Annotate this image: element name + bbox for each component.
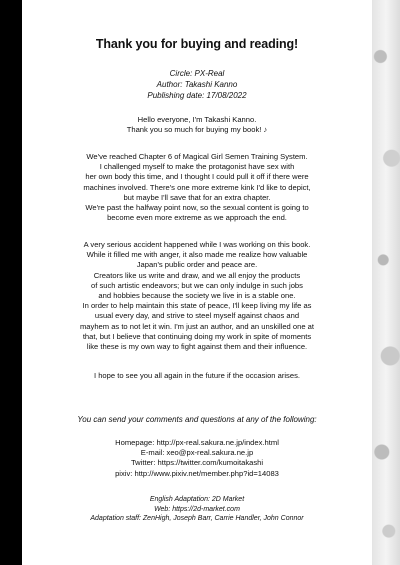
- text-line: become even more extreme as we approach the end.: [107, 213, 287, 223]
- pixiv-link[interactable]: pixiv: http://www.pixiv.net/member.php?id=14083: [115, 468, 279, 478]
- left-black-border: [0, 0, 22, 565]
- text-line: and hobbies because the society we live in is a stable one.: [98, 291, 296, 301]
- text-line: of such artistic endeavors; but we can only indulge in such jobs: [91, 280, 303, 290]
- text-line: her own body this time, and I thought I could pull it off if there were: [85, 172, 309, 182]
- page-title: Thank you for buying and reading!: [95, 37, 299, 51]
- text-line: usual every day, and strive to steel myself against chaos and: [94, 311, 300, 321]
- text-line: but maybe I'll save that for an extra chapter.: [123, 192, 271, 202]
- text-line: mayhem as to not let it win. I'm just an author, and an unskilled one at: [79, 321, 315, 331]
- contact-heading: You can send your comments and questions at any of the following:: [77, 415, 317, 424]
- greeting-line: Hello everyone, I'm Takashi Kanno.: [137, 115, 257, 124]
- text-line: I hope to see you all again in the future if the occasion arises.: [93, 371, 300, 380]
- text-line: that, but I believe that continuing doing my work in spite of moments: [82, 331, 312, 341]
- right-screentone-border: [372, 0, 400, 565]
- email-link[interactable]: E-mail: xeo@px-real.sakura.ne.jp: [140, 448, 254, 458]
- english-adaptation: English Adaptation: 2D Market: [149, 496, 245, 503]
- greeting: [28, 115, 366, 135]
- contact-links: [22, 438, 372, 479]
- author-credit: Author: Takashi Kanno: [156, 80, 238, 89]
- paragraph-reflection: [28, 240, 366, 352]
- text-line: While it filled me with anger, it also made me realize how valuable: [86, 250, 308, 260]
- text-line: A very serious accident happened while I was working on this book.: [83, 240, 311, 249]
- text-line: like these is my own way to fight against them and their influence.: [86, 342, 308, 352]
- book-credits: [22, 68, 372, 101]
- text-line: In order to help maintain this state of peace, I'll keep living my life as: [82, 301, 312, 311]
- text-line: We're past the halfway point now, so the sexual content is going to: [85, 203, 309, 213]
- afterword-page: [22, 0, 372, 565]
- paragraph-chapter-notes: [28, 152, 366, 223]
- paragraph-closing: [28, 371, 366, 381]
- twitter-link[interactable]: Twitter: https://twitter.com/kumoitakashi: [130, 458, 264, 468]
- circle-credit: Circle: PX-Real: [169, 69, 225, 78]
- text-line: Japan's public order and peace are.: [136, 260, 258, 270]
- text-line: I challenged myself to make the protagonist have sex with: [99, 162, 295, 172]
- adaptation-web[interactable]: Web: https://2d-market.com: [154, 505, 240, 513]
- publishing-date: Publishing date: 17/08/2022: [147, 91, 247, 100]
- greeting-line: Thank you so much for buying my book! ♪: [126, 125, 268, 135]
- homepage-link[interactable]: Homepage: http://px-real.sakura.ne.jp/index.html: [115, 438, 279, 447]
- adaptation-credits: [22, 495, 372, 524]
- text-line: machines involved. There's one more extreme kink I'd like to depict,: [83, 182, 311, 192]
- adaptation-staff: Adaptation staff: ZenHigh, Joseph Barr, Carrie Handler, John Connor: [90, 515, 304, 522]
- text-line: We've reached Chapter 6 of Magical Girl Semen Training System.: [86, 152, 308, 161]
- text-line: Creators like us write and draw, and we all enjoy the products: [93, 270, 301, 280]
